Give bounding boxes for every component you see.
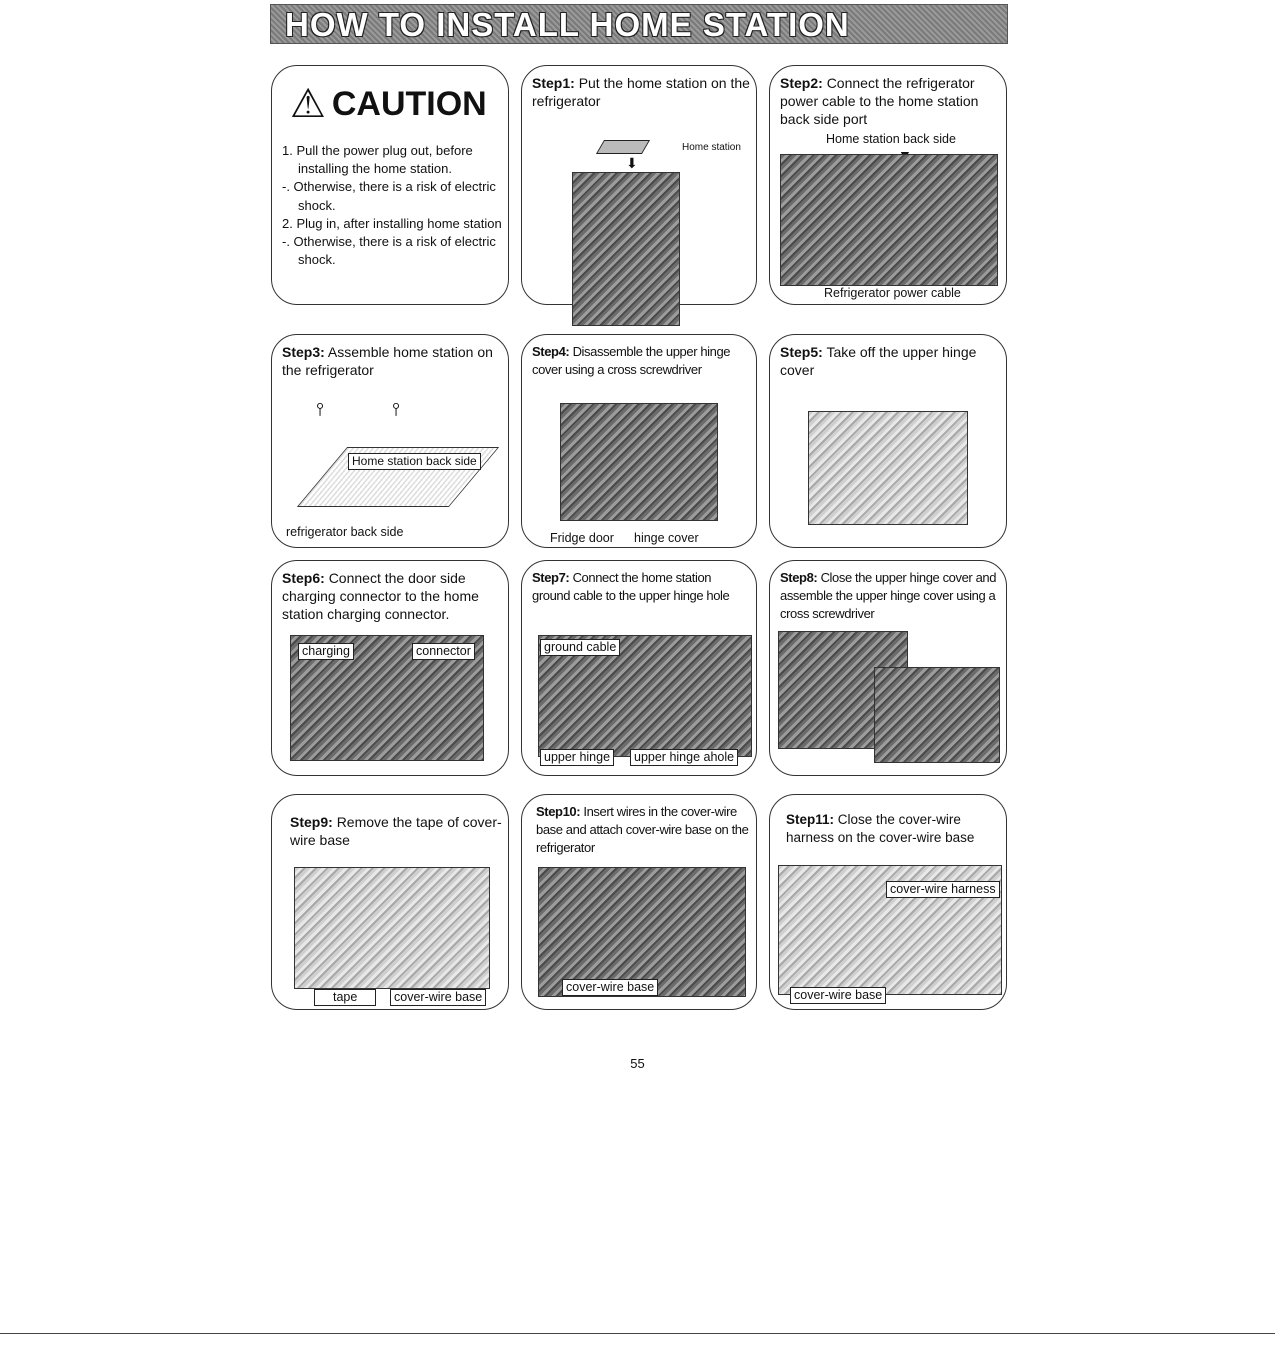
step5-panel [769,334,1007,548]
charging-label: charging [298,643,354,660]
cover-wire-base-label: cover-wire base [790,987,886,1004]
power-cable-note: Refrigerator power cable [824,286,961,300]
step4-title: Step4: Disassemble the upper hinge cover using a cross screwdriver [532,344,731,377]
step4-panel [521,334,757,548]
cover-wire-base-label: cover-wire base [562,979,658,996]
cover-wire-harness-label: cover-wire harness [886,881,1000,898]
caution-heading: ⚠ CAUTION [290,82,487,126]
step1-panel [521,65,757,305]
step1-title: Step1: Put the home station on the refrigerator [532,75,750,109]
step9-title: Step9: Remove the tape of cover-wire base [290,814,502,848]
step10-panel [521,794,757,1010]
hinge-cover-note: hinge cover [634,531,699,545]
step11-title: Step11: Close the cover-wire harness on the cover-wire base [786,812,975,845]
tape-label: tape [314,989,376,1006]
ground-cable-label: ground cable [540,639,620,656]
step6-panel [271,560,509,776]
step7-title: Step7: Connect the home station ground cable to the upper hinge hole [532,570,730,603]
step8-title: Step8: Close the upper hinge cover and assemble the upper hinge cover using a cross screwdriver [780,570,997,621]
fridge-door-note: Fridge door [550,531,614,545]
caution-item: 2. Plug in, after installing home station [282,215,502,231]
upper-hinge-hole-label: upper hinge ahole [630,749,738,766]
step5-title: Step5: Take off the upper hinge cover [780,344,977,378]
caution-item: -. Otherwise, there is a risk of electric shock. [282,234,496,268]
cover-wire-base-label: cover-wire base [390,989,486,1006]
caution-item: 1. Pull the power plug out, before installing the home station. [282,143,473,177]
caution-item: -. Otherwise, there is a risk of electric shock. [282,179,496,213]
warning-triangle-icon: ⚠ [290,82,326,126]
page-title-banner [270,4,1008,44]
refrigerator-image [572,172,680,326]
step8-panel [769,560,1007,776]
back-side-label: Home station back side [348,453,481,470]
page-title: HOW TO INSTALL HOME STATION [285,6,850,43]
hinge-cover-photo [560,403,718,521]
caution-list [282,142,504,269]
home-station-note: Home station [682,142,741,153]
page-number: 55 [630,1056,645,1071]
refrigerator-back-note: refrigerator back side [286,525,404,539]
step9-panel [271,794,509,1010]
home-station-box [596,140,650,154]
tape-removal-photo [294,867,490,989]
caution-panel [271,65,509,305]
step6-title: Step6: Connect the door side charging connector to the home station charging connector. [282,570,479,622]
step3-panel [271,334,509,548]
wire-insert-photo [538,867,746,997]
back-side-note: Home station back side [826,132,956,146]
upper-hinge-label: upper hinge [540,749,614,766]
step11-panel [769,794,1007,1010]
bottom-rule [0,1333,1275,1334]
screw-icon: ⫯ [316,399,324,419]
hinge-close-photo-2 [874,667,1000,763]
connector-label: connector [412,643,475,660]
step2-panel [769,65,1007,305]
step10-title: Step10: Insert wires in the cover-wire base and attach cover-wire base on the refrigerator [536,804,749,855]
power-cable-photo [780,154,998,286]
step2-title: Step2: Connect the refrigerator power cable to the home station back side port [780,75,979,127]
arrow-down-icon: ⬇ [626,155,638,171]
hinge-removal-photo [808,411,968,525]
step3-title: Step3: Assemble home station on the refrigerator [282,344,493,378]
step7-panel [521,560,757,776]
screw-icon: ⫯ [392,399,400,419]
